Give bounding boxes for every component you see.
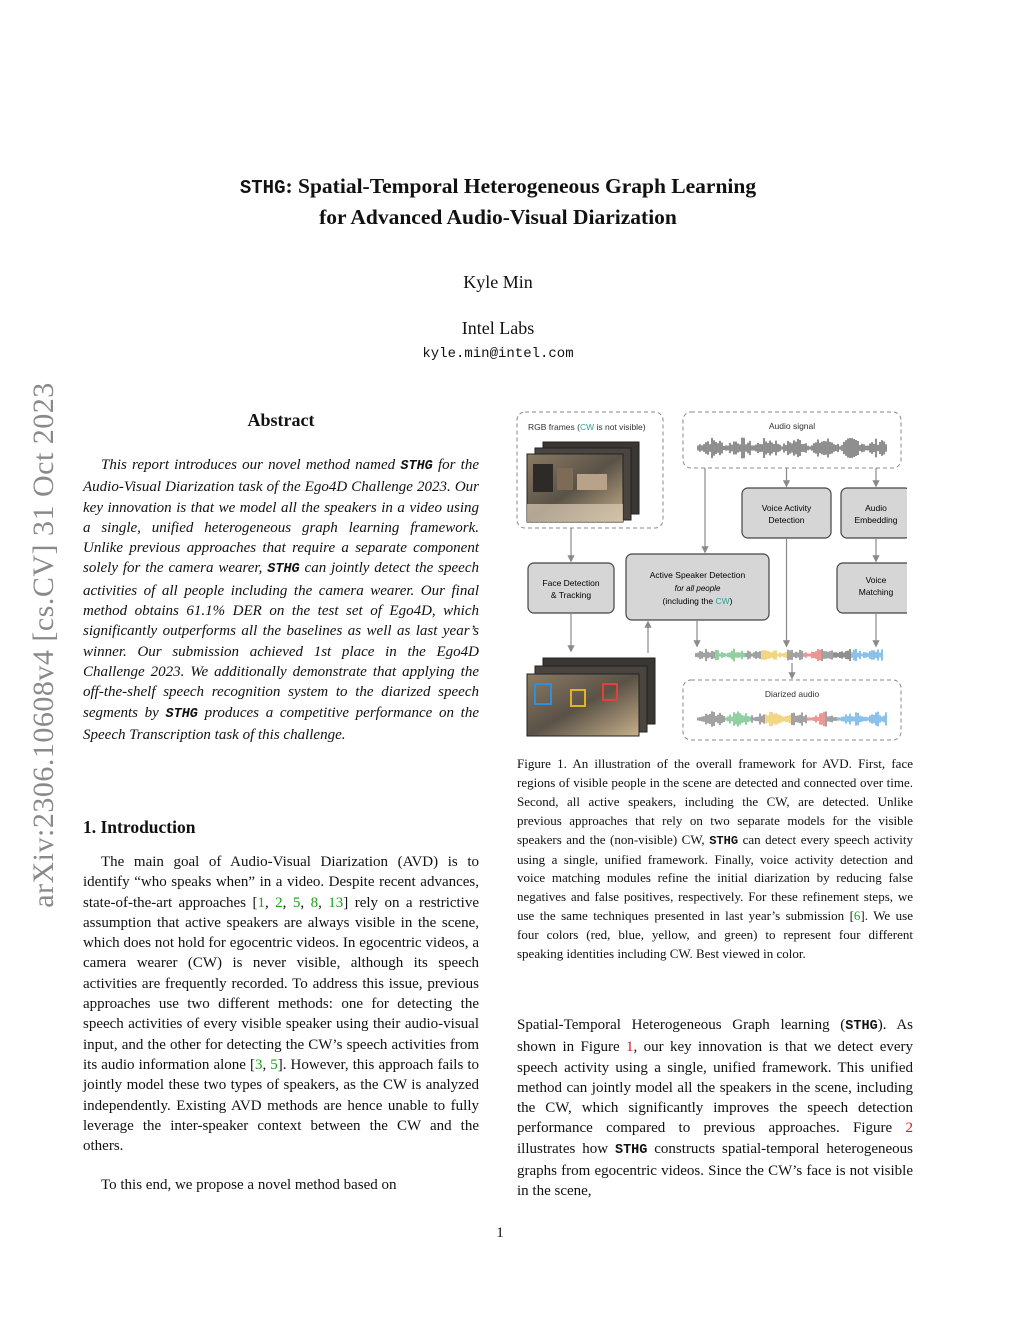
citation-link[interactable]: 13 [328,894,344,911]
output-frame-stack [527,658,655,736]
figure-reference-link[interactable]: 1 [626,1039,634,1056]
voice-activity-detection-box [742,488,831,538]
intro-paragraph-2: To this end, we propose a novel method based on [101,1177,397,1193]
asd-label-3: (including the CW) [662,596,733,606]
audio-embedding-box [841,488,907,538]
abstract-heading: Abstract [247,410,315,430]
section-heading-introduction: 1. Introduction [83,817,196,837]
asd-label-1: Active Speaker Detection [649,570,746,580]
citation-link[interactable]: 6 [853,908,861,924]
voice-matching-label-2: Matching [858,587,894,597]
arxiv-stamp-text: arXiv:2306.10608v4 [cs.CV] 31 Oct 2023 [27,382,60,908]
figure-1-caption: Figure 1. An illustration of the overall framework for AVD. First, face regions of visible people in the scene are detected and connected over time. Second, all active speakers, including the CW, are detected. Unlike previous approaches that rely on two separate models for the visible speakers and the (non-visible) CW, STHG can detect every speech activity using a single, unified framework. Finally, voice activity detection and voice matching modules refine the initial diarization by reducing false negatives and false positives, respectively. For these refinement steps, we use the same techniques presented in last year’s submission [6]. We use four colors (red, blue, yellow, and green) to represent four different speaking identities including CW. Best viewed in color. [517,756,913,962]
author-email[interactable]: kyle.min@intel.com [422,346,574,362]
rgb-frames-label: RGB frames (CW is not visible) [528,422,646,432]
rgb-frame-stack [527,442,639,522]
citation-link[interactable]: 2 [275,894,283,911]
audio-signal-label: Audio signal [768,421,816,431]
audio-embedding-label-1: Audio [865,503,887,513]
citation-link[interactable]: 3 [254,1056,263,1073]
figure-1-framework-diagram [515,408,907,748]
audio-embedding-label-2: Embedding [854,515,898,525]
asd-label-2: for all people [674,584,721,593]
figure-reference-link[interactable]: 2 [905,1120,913,1137]
vad-label-2: Detection [768,515,805,525]
initial-diarization-waveform [696,649,882,662]
audio-waveform [698,438,886,459]
citation-link[interactable]: 8 [310,894,319,911]
paper-title-line-1: STHG: Spatial-Temporal Heterogeneous Graph Learning [239,174,757,199]
abstract-body: This report introduces our novel method named STHG for the Audio-Visual Diarization task of the Ego4D Challenge 2023. Our key innovation is that we model all the speakers in a video using a single, unified heterogeneous graph learning framework. Unlike previous approaches that require a separate component solely for the camera wearer, STHG can jointly detect the speech activities of all people including the camera wearer. Our final method obtains 61.1% DER on the test set of Ego4D, which significantly outperforms all the baselines as well as last year’s winner. Our submission achieved 1st place in the Ego4D Challenge 2023. We additionally demonstrate that applying the off-the-shelf speech recognition system to the diarized speech segments by STHG produces a competitive performance on the Speech Transcription task of this challenge. [83,457,479,743]
citation-link[interactable]: 5 [292,894,301,911]
arxiv-side-stamp [14,350,74,940]
intro-paragraph-1: The main goal of Audio-Visual Diarization (AVD) is to identify “who speaks when” in a video. Despite recent advances, state-of-the-art approaches [1, 2, 5, 8, 13] rely on a restrictive assumption that active speakers are always visible in the scene, which does not hold for egocentric videos. In egocentric videos, a camera wearer (CW) is never visible, although its speech activities are frequently recorded. To address this issue, previous approaches use two different methods: one for detecting the speech activities of every visible speaker using their audio-visual input, and the other for detecting the CW’s speech activities from its audio information alone [3, 5]. However, this approach fails to jointly model these two types of speakers, as the CW is analyzed independently. Existing AVD methods are hence unable to fully leverage the inter-speaker context between the CW and the others. [83,854,480,1155]
page-number: 1 [496,1225,504,1241]
face-detection-tracking-box [528,563,614,613]
right-column-paragraph: Spatial-Temporal Heterogeneous Graph learning (STHG). As shown in Figure 1, our key innovation is that we detect every speech activity using a single, unified framework. This unified method can jointly model all the speakers in the scene, including the CW, which significantly improves the speech detection performance compared to previous approaches. Figure 2 illustrates how STHG constructs spatial-temporal heterogeneous graphs from egocentric videos. Since the CW’s face is not visible in the scene, [517,1017,914,1200]
citation-link[interactable]: 5 [270,1056,278,1073]
vad-label-1: Voice Activity [761,503,812,513]
affiliation: Intel Labs [461,318,535,338]
method-name: STHG [239,177,286,199]
voice-matching-label-1: Voice [865,575,887,585]
author-name: Kyle Min [463,272,533,292]
diarized-audio-label: Diarized audio [764,689,820,699]
citation-link[interactable]: 1 [257,894,265,911]
diarized-waveform [698,711,886,726]
face-detection-label-1: Face Detection [542,578,600,588]
paper-title-line-2: for Advanced Audio-Visual Diarization [319,205,677,229]
face-detection-label-2: & Tracking [550,590,592,600]
